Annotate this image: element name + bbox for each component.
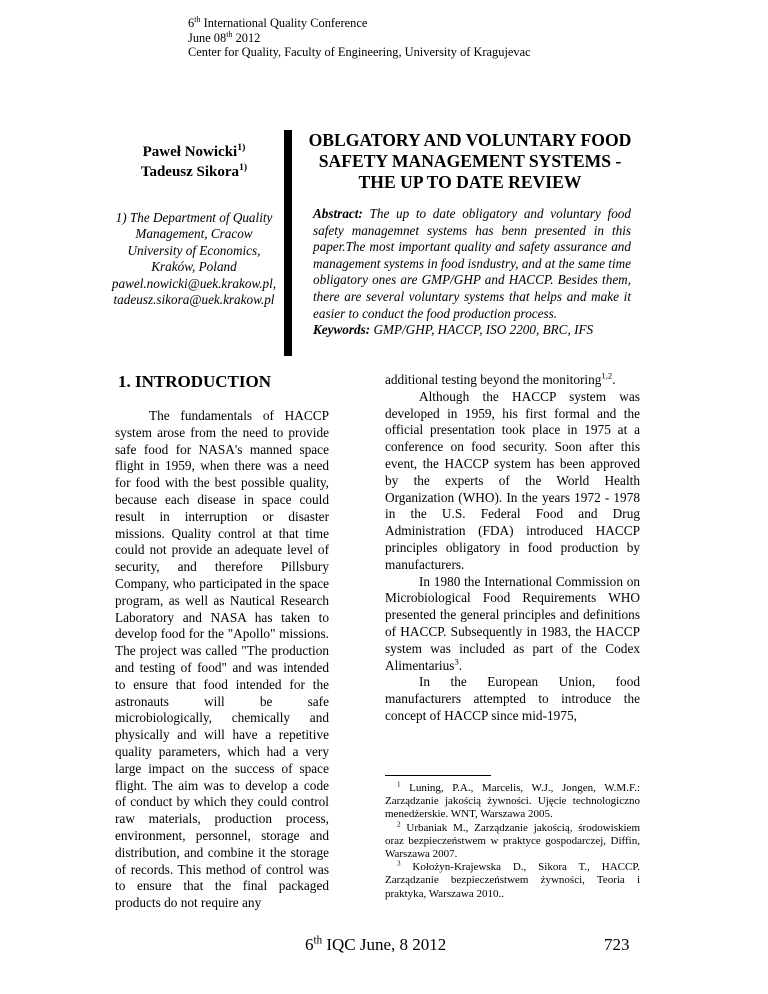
header-line-3: Center for Quality, Faculty of Engineering, University of Kragujevac <box>188 45 531 59</box>
title-line: OBLGATORY AND VOLUNTARY FOOD <box>308 130 632 150</box>
affiliation-block <box>98 210 290 308</box>
author-name: Paweł Nowicki$^{1)}$ <box>142 142 246 160</box>
abstract-text: The up to date obligatory and voluntary food safety managemnet systems has benn presented in this paper.The most important quality and safety assurance and management systems in food isndustry, and at the same time obligatory ones are GMP/GHP and HACCP. Besides them, there are several voluntary systems that helps and make it easier to conduct the food production process. <box>313 206 631 321</box>
keywords-label: Keywords: <box>313 322 371 338</box>
abstract <box>313 206 631 339</box>
vertical-divider <box>284 130 292 356</box>
footnote-rule <box>385 775 491 776</box>
section-heading: 1. INTRODUCTION <box>118 372 272 391</box>
abstract-label: Abstract: <box>313 206 363 221</box>
keywords-text: GMP/GHP, HACCP, ISO 2200, BRC, IFS <box>370 322 594 338</box>
left-column <box>115 408 329 912</box>
footnote: $^1$ Luning, P.A., Marcelis, W.J., Jongen, W.M.F.: Zarządzanie jakością żywności. Ujęcie technologiczno menedżerskie. WNT, Warszawa 2005. <box>385 780 640 821</box>
affiliation-line: Management, Cracow <box>135 226 253 242</box>
title-line: SAFETY MANAGEMENT SYSTEMS - <box>318 151 622 172</box>
header-line-1: 6th International Quality Conference <box>188 14 368 30</box>
body-paragraph: In the European Union, food manufacturers attempted to introduce the concept of HACCP since mid-1975, <box>385 674 640 723</box>
conference-header <box>188 16 531 60</box>
author-name: Tadeusz Sikora$^{1)}$ <box>140 162 248 180</box>
footnote: $^3$ Kołożyn-Krajewska D., Sikora T., HACCP. Zarządzanie bezpieczeństwem żywności, Teoria i praktyka, Warszawa 2010.. <box>385 859 640 900</box>
affiliation-line: Kraków, Poland <box>151 259 237 275</box>
affiliation-line: University of Economics, <box>127 242 261 258</box>
body-paragraph: Although the HACCP system was developed in 1959, his first formal and the official presentation took place in 1975 at a conference on food security. Soon after this event, the HACCP system has been approved by the experts of the World Health Organization (WHO). In the years 1972 - 1978 in the U.S. Federal Food and Drug Administration (FDA) introduced HACCP principles obligatory in food production by manufacturers. <box>385 388 640 572</box>
body-paragraph: The fundamentals of HACCP system arose from the need to provide safe food for NASA's manned space flight in 1959, when there was a need for food with the best possible quality, because each disease in space could result in interruption or disaster missions. Quality control at that time could not provide an adequate level of security, and therefore Pillsbury Company, who participated in the space program, as well as Nautical Research Laboratory and NASA has taken to develop food for the "Apollo" missions. The project was called "The production and testing of food" and was intended to ensure that food intended for the astronauts will be safe microbiologically, chemically and physically and will have a repetitive quality parameters, which had a very large impact on the success of space flight. The aim was to develop a code of conduct by which they could control raw materials, production process, environment, personnel, storage and distribution, and combine it the storage of records. This method of control was to ensure that the final packaged products do not require any <box>115 408 329 911</box>
page-number: 723 <box>604 935 630 954</box>
footnotes <box>385 782 640 901</box>
paper-title <box>300 130 640 194</box>
body-paragraph: In 1980 the International Commission on Microbiological Food Requirements WHO presented the general principles and definitions of HACCP. Subsequently in 1983, the HACCP system was included as part of the Codex Alimentarius$^3$. <box>385 573 640 673</box>
footnote: $^2$ Urbaniak M., Zarządzanie jakością, środowiskiem oraz bezpieczeństwem w praktyce gospodarczej, Diffin, Warszawa 2007. <box>385 819 640 861</box>
affiliation-email: pawel.nowicki@uek.krakow.pl, <box>111 275 277 291</box>
body-paragraph: additional testing beyond the monitoring$^{1,2}$. <box>385 370 616 387</box>
title-line: THE UP TO DATE REVIEW <box>358 172 582 193</box>
right-column <box>385 372 640 725</box>
footer-conference: 6th IQC June, 8 2012 <box>305 934 447 954</box>
affiliation-line: 1) The Department of Quality <box>115 210 273 225</box>
header-line-2: June 08th 2012 <box>188 29 261 45</box>
authors-block <box>118 142 270 182</box>
affiliation-email: tadeusz.sikora@uek.krakow.pl <box>113 292 275 308</box>
